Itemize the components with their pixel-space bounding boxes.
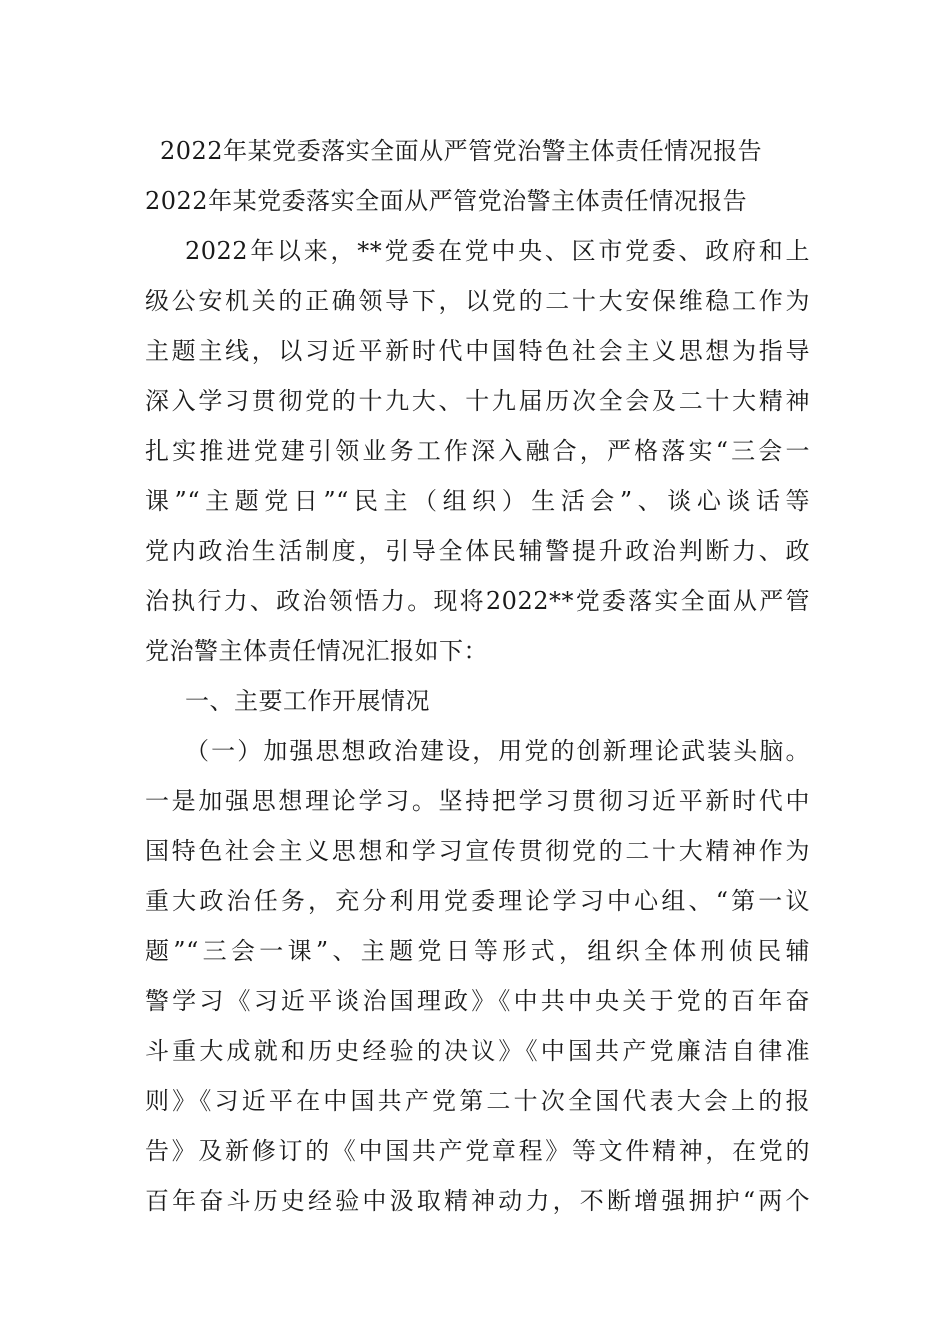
paragraph-line: 一是加强思想理论学习。坚持把学习贯彻习近平新时代中: [145, 787, 810, 815]
paragraph-line: 则》《习近平在中国共产党第二十次全国代表大会上的报: [145, 1087, 810, 1115]
paragraph-line: 级公安机关的正确领导下，以党的二十大安保维稳工作为: [145, 287, 810, 315]
paragraph-line: 告》及新修订的《中国共产党章程》等文件精神，在党的: [145, 1137, 810, 1165]
document-title-repeat: 2022年某党委落实全面从严管党治警主体责任情况报告: [145, 187, 748, 215]
paragraph-line: 课”“主题党日”“民主（组织）生活会”、谈心谈话等: [145, 487, 810, 515]
paragraph-line: 治执行力、政治领悟力。现将2022**党委落实全面从严管: [145, 587, 810, 615]
paragraph-line: 党治警主体责任情况汇报如下：: [145, 637, 488, 665]
subsection-heading: （一）加强思想政治建设，用党的创新理论武装头脑。: [185, 737, 810, 765]
paragraph-line: 题”“三会一课”、主题党日等形式，组织全体刑侦民辅: [145, 937, 810, 965]
paragraph-line: 重大政治任务，充分利用党委理论学习中心组、“第一议: [145, 887, 810, 915]
document-title: 2022年某党委落实全面从严管党治警主体责任情况报告: [160, 137, 763, 165]
paragraph-line: 国特色社会主义思想和学习宣传贯彻党的二十大精神作为: [145, 837, 810, 865]
paragraph-line: 主题主线，以习近平新时代中国特色社会主义思想为指导: [145, 337, 810, 365]
paragraph-line: 警学习《习近平谈治国理政》《中共中央关于党的百年奋: [145, 987, 810, 1015]
paragraph-line: 党内政治生活制度，引导全体民辅警提升政治判断力、政: [145, 537, 810, 565]
paragraph-line: 斗重大成就和历史经验的决议》《中国共产党廉洁自律准: [145, 1037, 810, 1065]
section-heading: 一、主要工作开展情况: [185, 687, 430, 715]
paragraph-line: 2022年以来，**党委在党中央、区市党委、政府和上: [185, 237, 810, 265]
paragraph-line: 深入学习贯彻党的十九大、十九届历次全会及二十大精神: [145, 387, 810, 415]
paragraph-line: 扎实推进党建引领业务工作深入融合，严格落实“三会一: [145, 437, 810, 465]
paragraph-line: 百年奋斗历史经验中汲取精神动力，不断增强拥护“两个: [145, 1187, 810, 1215]
